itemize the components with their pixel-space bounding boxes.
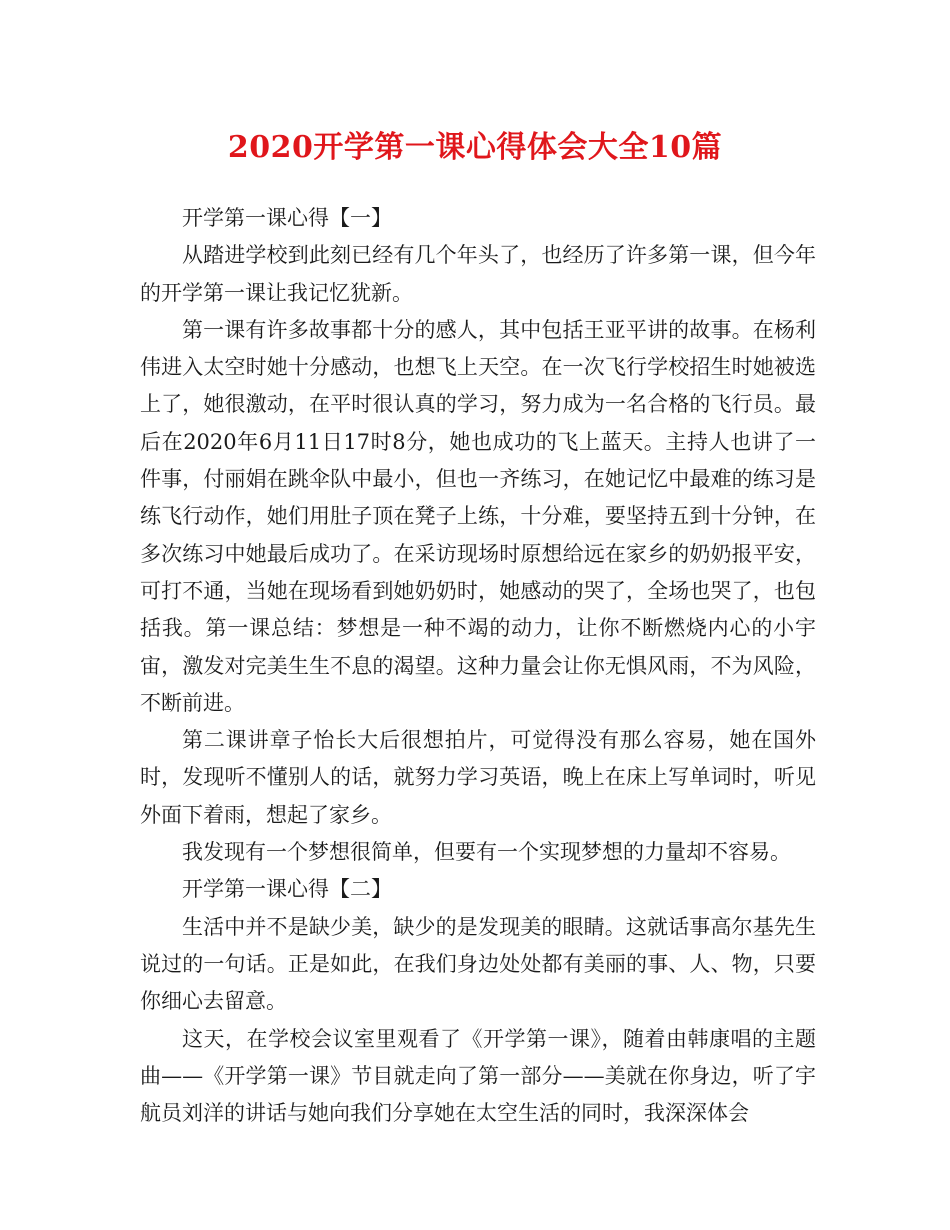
section-heading-2: 开学第一课心得【二】 <box>182 877 392 902</box>
page-title: 2020开学第一课心得体会大全10篇 <box>227 130 723 165</box>
section-heading-1: 开学第一课心得【一】 <box>182 206 392 230</box>
document-body <box>140 200 816 1132</box>
paragraph: 从踏进学校到此刻已经有几个年头了，也经历了许多第一课，但今年的开学第一课让我记忆犹新。 <box>140 243 816 305</box>
paragraph: 生活中并不是缺少美，缺少的是发现美的眼睛。这就话事高尔基先生说过的一句话。正是如此，在我们身边处处都有美丽的事、人、物，只要你细心去留意。 <box>140 914 816 1014</box>
paragraph: 第一课有许多故事都十分的感人，其中包括王亚平讲的故事。在杨利伟进入太空时她十分感动，也想飞上天空。在一次飞行学校招生时她被选上了，她很激动，在平时很认真的学习，努力成为一名合格的飞行员。最后在2020年6月11日17时8分，她也成功的飞上蓝天。主持人也讲了一件事，付丽娟在跳伞队中最小，但也一齐练习，在她记忆中最难的练习是练飞行动作，她们用肚子顶在凳子上练，十分难，要坚持五到十分钟，在多次练习中她最后成功了。在采访现场时原想给远在家乡的奶奶报平安，可打不通，当她在现场看到她奶奶时，她感动的哭了，全场也哭了，也包括我。第一课总结：梦想是一种不竭的动力，让你不断燃烧内心的小宇宙，激发对完美生生不息的渴望。这种力量会让你无惧风雨，不为风险，不断前进。 <box>140 317 816 715</box>
paragraph: 这天，在学校会议室里观看了《开学第一课》，随着由韩康唱的主题曲——《开学第一课》节目就走向了第一部分——美就在你身边，听了宇航员刘洋的讲话与她向我们分享她在太空生活的同时，我深深体会 <box>140 1026 816 1126</box>
paragraph: 第二课讲章子怡长大后很想拍片，可觉得没有那么容易，她在国外时，发现听不懂别人的话，就努力学习英语，晚上在床上写单词时，听见外面下着雨，想起了家乡。 <box>140 728 816 827</box>
paragraph: 我发现有一个梦想很简单，但要有一个实现梦想的力量却不容易。 <box>182 840 791 865</box>
